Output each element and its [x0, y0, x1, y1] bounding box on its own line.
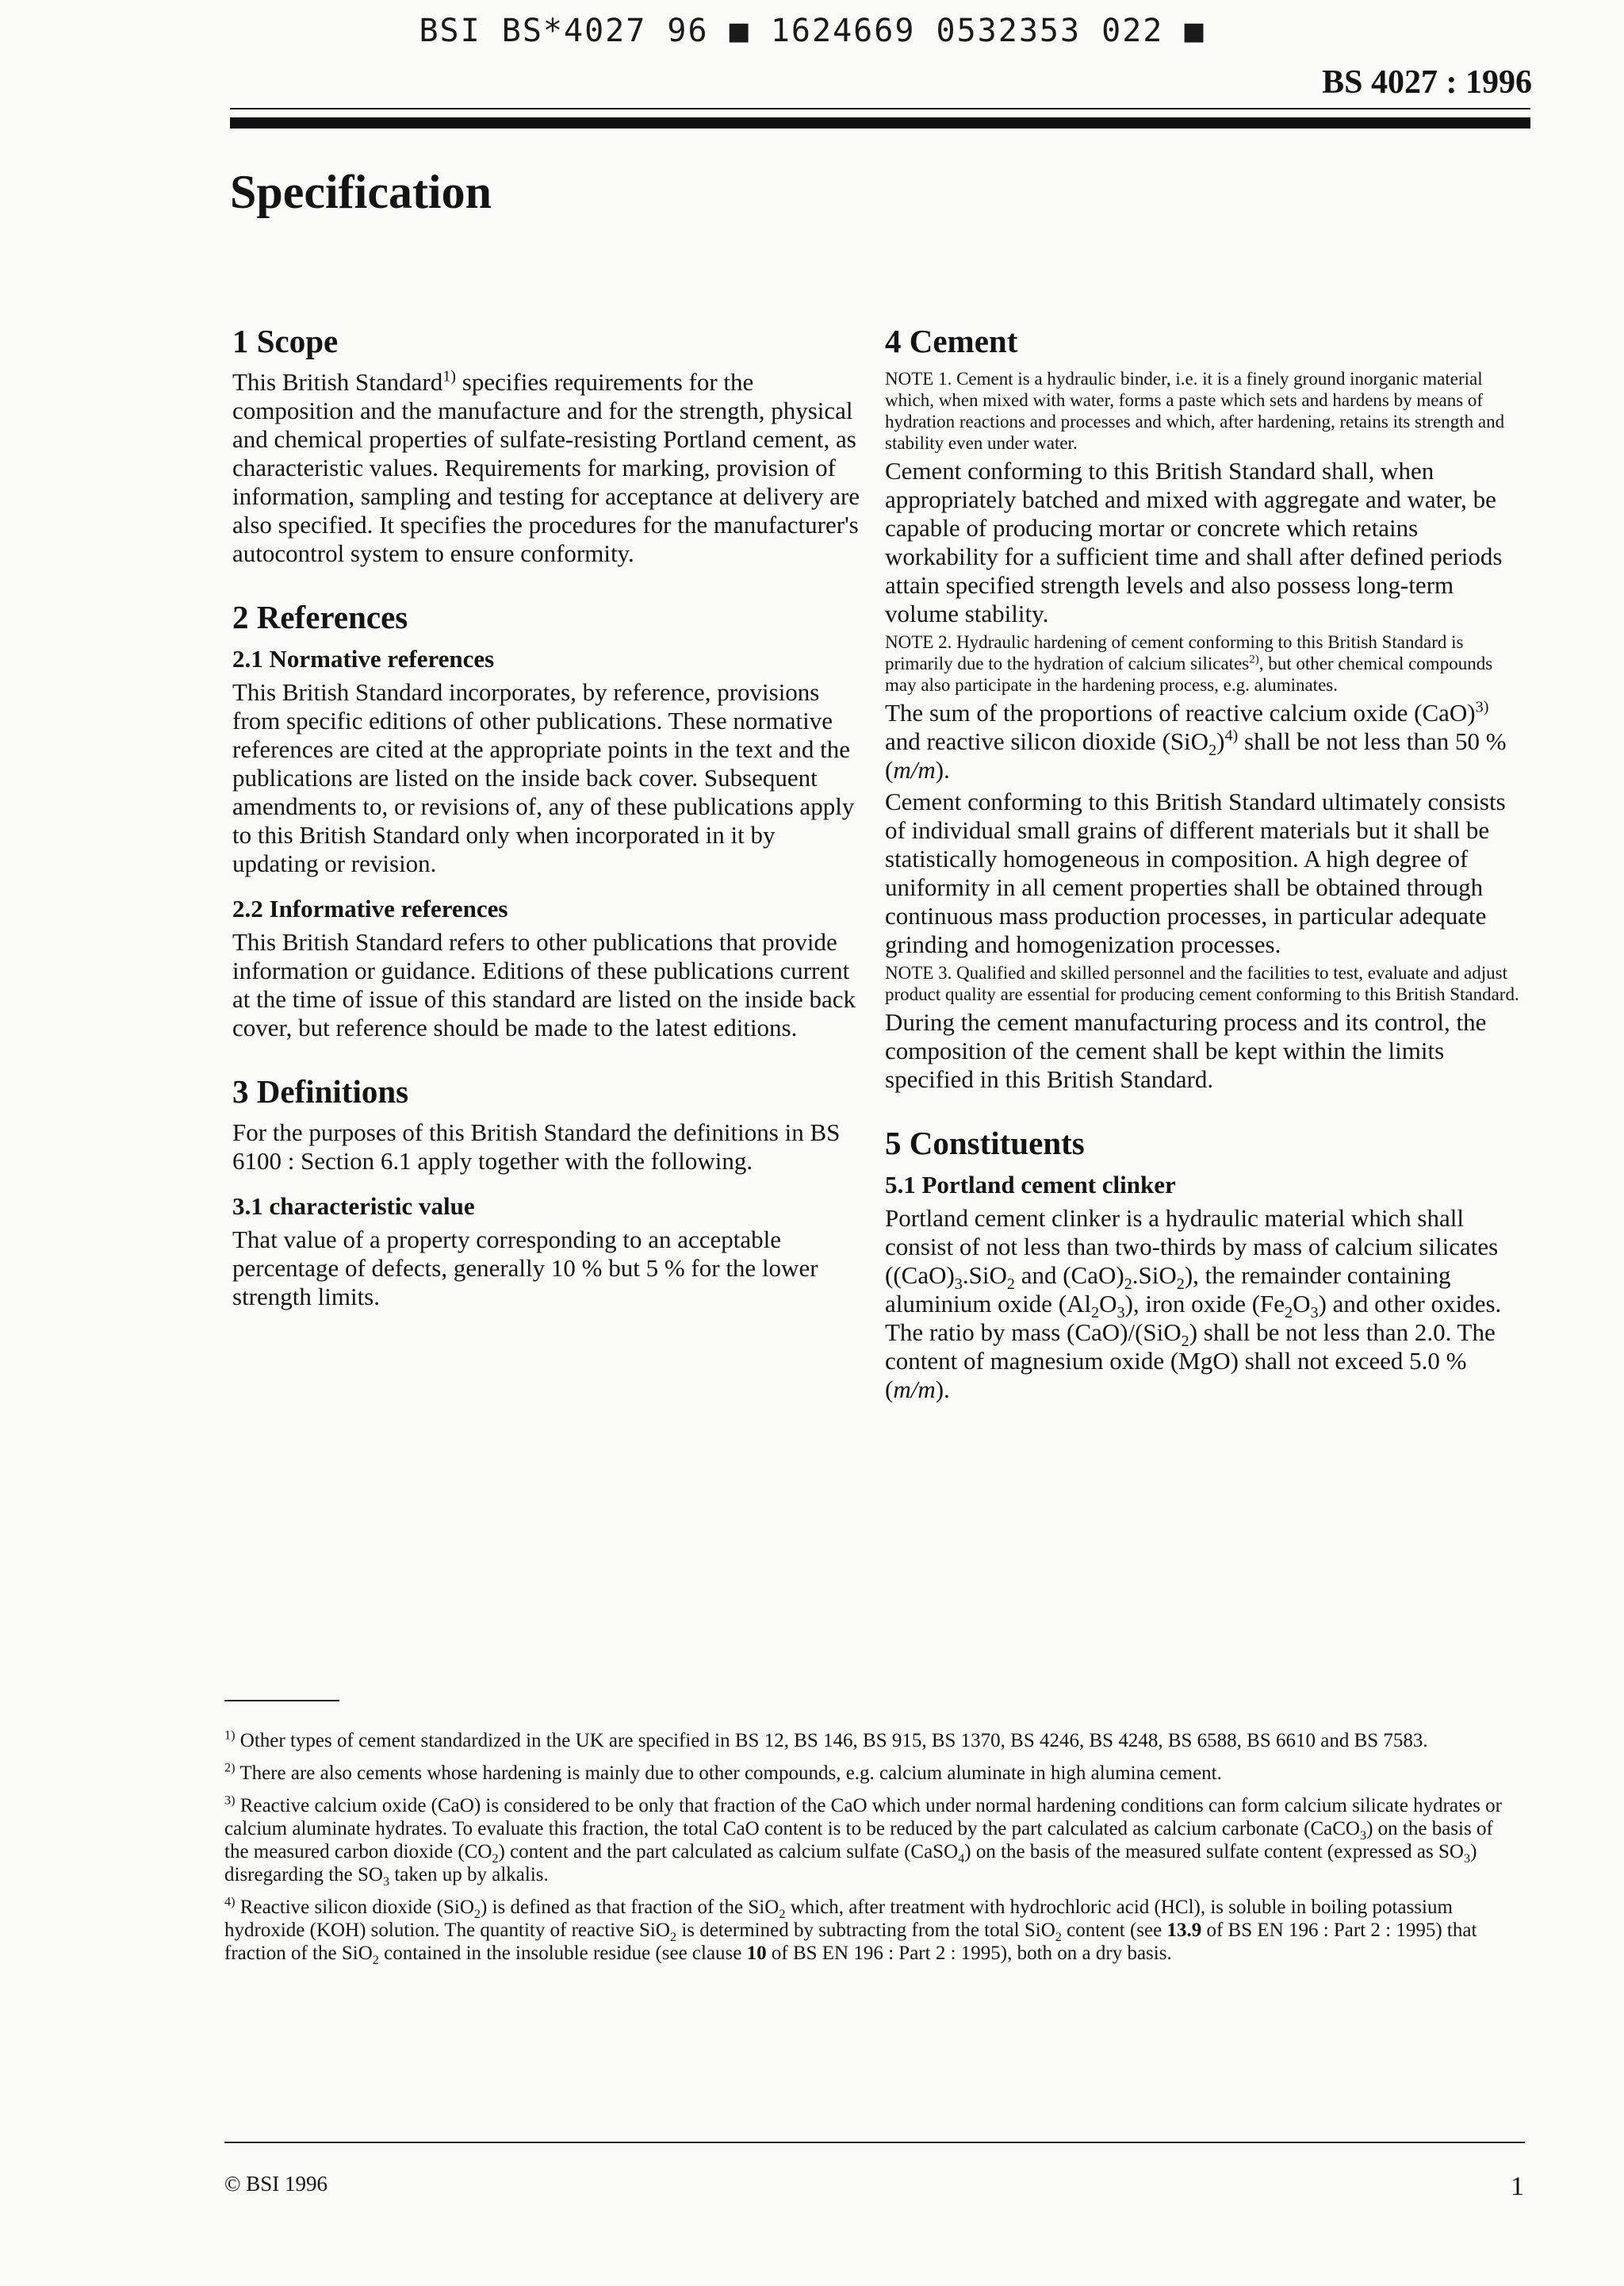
heading-constituents: 5 Constituents	[885, 1124, 1085, 1161]
heading-scope: 1 Scope	[232, 323, 339, 359]
cement-paragraph-4: During the cement manufacturing process and its control, the composition of the cement shall be kept within the limits specified in this British Standard.	[885, 1007, 1487, 1093]
heading-portland-cement-clinker: 5.1 Portland cement clinker	[885, 1170, 1176, 1199]
right-column	[885, 324, 1519, 1404]
para-2-text-a: The sum of the proportions of reactive calcium oxide (CaO)	[885, 698, 1476, 727]
section-definitions	[232, 1074, 867, 1311]
footnote-ref-2: 2)	[1249, 653, 1259, 666]
para-2-text-e: ).	[935, 755, 950, 784]
section-constituents	[885, 1126, 1519, 1404]
note-2-text-a: NOTE 2. Hydraulic hardening of cement conforming to this British Standard is primarily due to the hydration of calcium silicates	[885, 631, 1464, 673]
heading-cement: 4 Cement	[885, 323, 1018, 359]
scope-text	[232, 368, 867, 568]
footnote-2-text: There are also cements whose hardening is mainly due to other compounds, e.g. calcium aluminate in high alumina cement.	[235, 1762, 1222, 1784]
left-column	[232, 324, 867, 1311]
normative-references-text: This British Standard incorporates, by reference, provisions from specific editions of other publications. These normative references are cited at the appropriate points in the text and the publications are listed on the inside back cover. Subsequent amendments to, or revisions of, any of these publications apply to this British Standard only when incorporated in it by updating or revision.	[232, 678, 855, 877]
heading-informative-references: 2.2 Informative references	[232, 895, 508, 922]
header-rule-thin	[230, 108, 1530, 109]
cement-paragraph-2	[885, 699, 1519, 784]
heading-definitions: 3 Definitions	[232, 1073, 409, 1110]
heading-references: 2 References	[232, 598, 408, 635]
scope-text-1: This British Standard	[232, 367, 443, 396]
cement-note-3: NOTE 3. Qualified and skilled personnel and the facilities to test, evaluate and adjust product quality are essential for producing cement conforming to this British Standard.	[885, 962, 1519, 1004]
cement-paragraph-3: Cement conforming to this British Standard ultimately consists of individual small grains of different materials but it shall be statistically homogeneous in composition. A high degree of uniformity in all cement properties shall be obtained through continuous mass production processes, in particular adequate grinding and homogenization processes.	[885, 787, 1506, 958]
copyright: © BSI 1996	[224, 2172, 328, 2196]
note-2-text-b: , but other chemical compounds may also participate in the hardening process, e.g. aluminates.	[885, 653, 1493, 695]
para-2-text-c: )	[1216, 727, 1225, 755]
footnote-4: $^{4)}$ Reactive silicon dioxide (SiO$_2$) is defined as that fraction of the SiO$_2$ which, after treatment with hydrochloric acid (HCl), is soluble in boiling potassium hydroxide (KOH) solution. The quantity of reactive SiO$_2$ is determined by subtracting from the total SiO$_2$ content (see 13.9 of BS EN 196 : Part 2 : 1995) that fraction of the SiO$_2$ contained in the insoluble residue (see clause 10 of BS EN 196 : Part 2 : 1995), both on a dry basis.	[224, 1894, 1477, 1967]
cement-note-1: NOTE 1. Cement is a hydraulic binder, i.e. it is a finely ground inorganic material which, when mixed with water, forms a paste which sets and hardens by means of hydration reactions and processes and which, after hardening, retains its strength and stability even under water.	[885, 368, 1505, 453]
footnote-mark-1: 1)	[224, 1728, 236, 1743]
definitions-intro: For the purposes of this British Standard the definitions in BS 6100 : Section 6.1 apply together with the following.	[232, 1118, 841, 1176]
scope-text-2: specifies requirements for the composition and the manufacture and for the strength, physical and chemical properties of sulfate-resisting Portland cement, as characteristic values. Requirements for marking, provision of information, sampling and testing for acceptance at delivery are also specified. It specifies the procedures for the manufacturer's autocontrol system to ensure conformity.	[232, 367, 860, 567]
para-2-text-d: shall be not less than 50 % (	[885, 727, 1507, 784]
subscript: 2	[1208, 742, 1217, 760]
footnote-mark-3: 3)	[224, 1793, 236, 1808]
footnote-ref-1: 1)	[442, 367, 456, 385]
clinker-text: Portland cement clinker is a hydraulic material which shall consist of not less than two-thirds by mass of calcium silicates ($(CaO)_3.SiO_2$ and $(CaO)_2.SiO_2$), the remainder containing aluminium oxide $(Al_2O_3)$, iron oxide $(Fe_2O_3)$ and other oxides. The ratio by mass (CaO)/(SiO$_2$) shall be not less than 2.0. The content of magnesium oxide (MgO) shall not exceed 5.0 % (m/m).	[885, 1204, 1502, 1403]
footnotes	[224, 1729, 1517, 1974]
footnote-1	[224, 1729, 1517, 1752]
heading-normative-references: 2.1 Normative references	[232, 644, 495, 673]
section-cement	[885, 324, 1519, 1094]
page-number: 1	[1511, 2172, 1524, 2201]
footer-rule	[224, 2142, 1525, 2143]
para-2-text-b: and reactive silicon dioxide (SiO	[885, 727, 1209, 755]
section-references	[232, 600, 867, 1042]
header-rule-thick	[230, 117, 1530, 128]
heading-characteristic-value: 3.1 characteristic value	[232, 1192, 475, 1221]
footnote-ref-4: 4)	[1224, 727, 1239, 745]
informative-references-text: This British Standard refers to other publications that provide information or guidance. Editions of these publications current at the time of issue of this standard are listed on the inside back cover, but reference should be made to the latest editions.	[232, 928, 856, 1042]
footnote-3: $^{3)}$ Reactive calcium oxide (CaO) is considered to be only that fraction of the CaO which under normal hardening conditions can form calcium silicate hydrates or calcium aluminate hydrates. To evaluate this fraction, the total CaO content is to be reduced by the part calculated as calcium carbonate (CaCO$_3$) on the basis of the measured carbon dioxide $(CO_2)$ content and the part calculated as calcium sulfate (CaSO$_4$) on the basis of the measured sulfate content (expressed as $SO_3$) disregarding the $SO_3$ taken up by alkalis.	[224, 1793, 1502, 1889]
scan-header: BSI BS*4027 96 ■ 1624669 0532353 022 ■	[419, 13, 1205, 49]
footnote-mark-4: 4)	[224, 1894, 236, 1909]
characteristic-value-text: That value of a property corresponding to an acceptable percentage of defects, generally 10 % but 5 % for the lower strength limits.	[232, 1225, 818, 1311]
footnote-rule	[224, 1700, 339, 1701]
footnote-mark-2: 2)	[224, 1760, 236, 1775]
unit-mm: m/m	[893, 755, 936, 784]
document-number: BS 4027 : 1996	[1322, 64, 1532, 101]
cement-note-2	[885, 631, 1519, 696]
footnote-ref-3: 3)	[1475, 698, 1489, 716]
page-title: Specification	[230, 166, 492, 218]
footnote-1-text: Other types of cement standardized in the UK are specified in BS 12, BS 146, BS 915, BS 1370, BS 4246, BS 4248, BS 6588, BS 6610 and BS 7583.	[235, 1730, 1428, 1751]
footnote-2	[224, 1762, 1517, 1785]
section-scope	[232, 324, 867, 568]
cement-paragraph-1: Cement conforming to this British Standard shall, when appropriately batched and mixed with aggregate and water, be capable of producing mortar or concrete which retains workability for a sufficient time and shall after defined periods attain specified strength levels and also possess long-term volume stability.	[885, 456, 1503, 627]
